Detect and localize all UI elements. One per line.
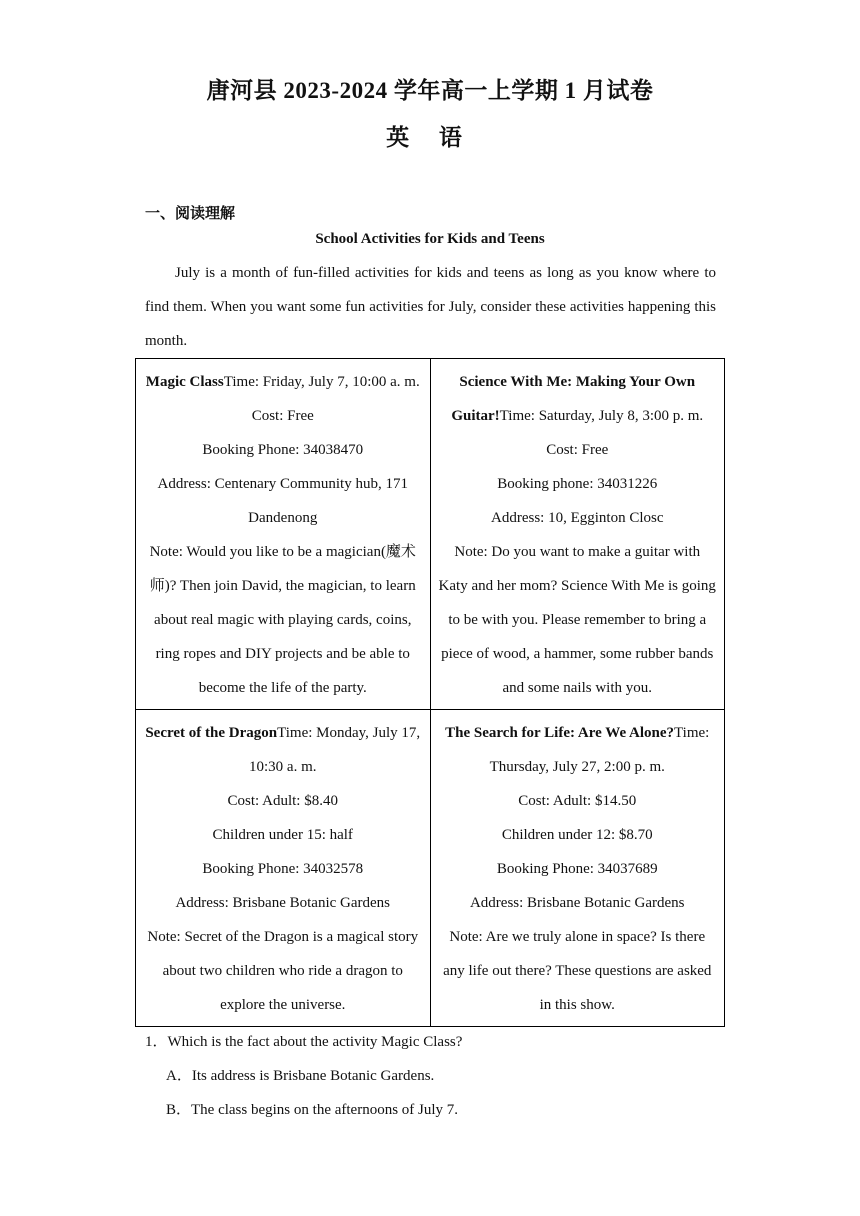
activity-cell-magic-class <box>136 359 431 710</box>
activity-cost: Cost: Adult: $14.50 <box>518 793 637 809</box>
activities-table <box>135 358 725 1027</box>
page-title: 唐河县 2023-2024 学年高一上学期 1 月试卷 <box>206 78 654 103</box>
answer-option-a: A．Its address is Brisbane Botanic Gardens. <box>166 1068 435 1084</box>
activity-address: Address: 10, Egginton Closc <box>491 510 664 526</box>
activity-note: Note: Would you like to be a magician(魔术师)? Then join David, the magician, to learn about real magic with playing cards, coins, ring ropes and DIY projects and be able to become the life of the party. <box>149 544 416 696</box>
activity-time: Time: Thursday, July 27, 2:00 p. m. <box>489 725 710 775</box>
question-stem: 1．Which is the fact about the activity Magic Class? <box>145 1034 463 1050</box>
passage-title: School Activities for Kids and Teens <box>315 231 545 247</box>
activity-note: Note: Do you want to make a guitar with Katy and her mom? Science With Me is going to be with you. Please remember to bring a piece of wood, a hammer, some rubber bands and some nails with you. <box>438 544 716 696</box>
activity-note: Note: Are we truly alone in space? Is there any life out there? These questions are asked in this show. <box>443 929 712 1013</box>
activity-booking: Booking Phone: 34037689 <box>496 861 658 877</box>
activity-name: Science With Me: Making Your Own Guitar! <box>451 374 696 424</box>
activity-cost-children: Children under 15: half <box>212 827 353 843</box>
activity-note: Note: Secret of the Dragon is a magical story about two children who ride a dragon to explore the universe. <box>147 929 419 1013</box>
activity-name: The Search for Life: Are We Alone? <box>445 725 675 741</box>
activity-cell-science-with-me <box>430 359 725 710</box>
activity-cell-search-for-life <box>430 710 725 1027</box>
activity-heading <box>144 365 422 399</box>
passage-intro: July is a month of fun-filled activities for kids and teens as long as you know where to find them. When you want some fun activities for July, consider these activities happening this month. <box>145 265 716 349</box>
activity-cost: Cost: Free <box>251 408 314 424</box>
table-row <box>136 359 725 710</box>
activity-booking: Booking phone: 34031226 <box>497 476 658 492</box>
activity-booking: Booking Phone: 34032578 <box>202 861 364 877</box>
activity-name: Magic Class <box>145 374 224 390</box>
activity-cell-secret-of-the-dragon <box>136 710 431 1027</box>
activity-time: Time: Monday, July 17, 10:30 a. m. <box>249 725 421 775</box>
activity-heading <box>144 716 422 784</box>
activity-heading <box>439 365 717 433</box>
answer-option-b: B．The class begins on the afternoons of July 7. <box>166 1102 459 1118</box>
activity-name: Secret of the Dragon <box>145 725 278 741</box>
table-row <box>136 710 725 1027</box>
activity-time: Time: Saturday, July 8, 3:00 p. m. <box>499 408 704 424</box>
activity-time: Time: Friday, July 7, 10:00 a. m. <box>223 374 420 390</box>
activity-cost: Cost: Adult: $8.40 <box>227 793 338 809</box>
activity-address: Address: Brisbane Botanic Gardens <box>469 895 685 911</box>
activity-heading <box>439 716 717 784</box>
activity-cost: Cost: Free <box>546 442 609 458</box>
activity-address: Address: Brisbane Botanic Gardens <box>175 895 391 911</box>
activity-booking: Booking Phone: 34038470 <box>202 442 364 458</box>
subject-title: 英 语 <box>386 125 474 150</box>
section-heading: 一、阅读理解 <box>145 206 236 222</box>
activity-cost-children: Children under 12: $8.70 <box>501 827 653 843</box>
activity-address: Address: Centenary Community hub, 171 Dandenong <box>157 476 408 526</box>
